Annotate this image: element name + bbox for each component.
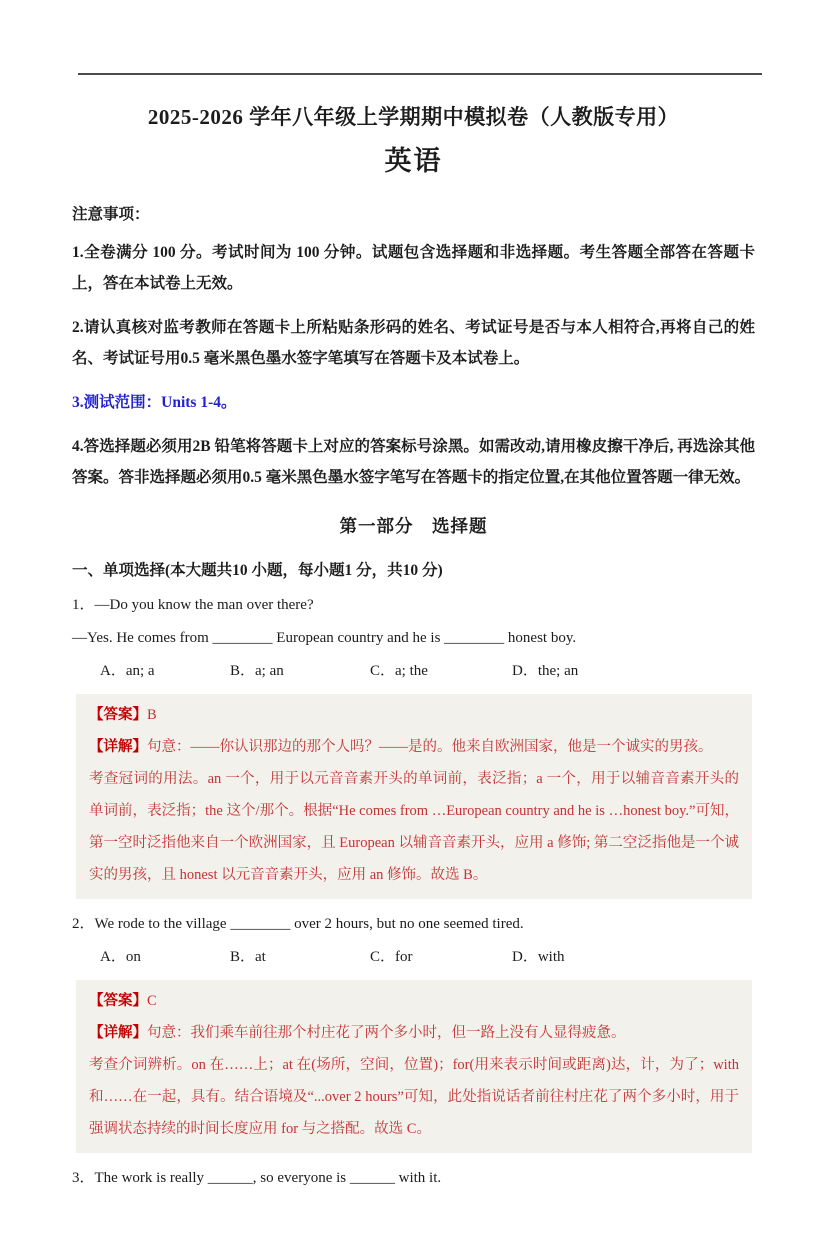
- section-heading-part1: 第一部分 选择题: [339, 516, 488, 536]
- question-2-options: [72, 945, 755, 969]
- question-2-answer-value: C: [147, 993, 157, 1009]
- header-rule: [78, 73, 762, 75]
- question-1-answer-block: [76, 694, 752, 899]
- question-2-option-a: A．on: [100, 949, 141, 965]
- subject-title: 英语: [384, 146, 443, 176]
- page-content: [0, 73, 827, 1190]
- question-1-answer-line: [89, 699, 739, 731]
- notice-item-4: 4.答选择题必须用2B 铅笔将答题卡上对应的答案标号涂黑。如需改动,请用橡皮擦干净后, 再选涂其他答案。答非选择题必须用0.5 毫米黑色墨水签字笔写在答题卡的指定位置,在其他位置答题一律无效。: [72, 438, 755, 486]
- question-1-option-d: D．the; an: [512, 663, 579, 679]
- question-1-answer-value: B: [147, 707, 157, 723]
- question-1-options: [72, 659, 755, 683]
- question-1-option-b: B．a; an: [230, 663, 284, 679]
- notice-item-2: 2.请认真核对监考教师在答题卡上所粘贴条形码的姓名、考试证号是否与本人相符合,再将自己的姓名、考试证号用0.5 毫米黑色墨水签字笔填写在答题卡及本试卷上。: [72, 319, 755, 367]
- question-2-detail-meaning: 句意：我们乘车前往那个村庄花了两个多小时，但一路上没有人显得疲惫。: [147, 1025, 626, 1041]
- question-3-stem-line1: 3．The work is really ______, so everyone is ______ with it.: [72, 1170, 442, 1186]
- question-2-option-d: D．with: [512, 949, 565, 965]
- notice-heading: 注意事项：: [72, 206, 150, 223]
- question-1-detail-line: [89, 731, 739, 763]
- question-1-option-a: A．an; a: [100, 663, 155, 679]
- question-2-answer-block: [76, 980, 752, 1153]
- question-1-detail-analysis: 考查冠词的用法。an 一个，用于以元音音素开头的单词前，表泛指；a 一个，用于以辅音音素开头的单词前，表泛指；the 这个/那个。根据“He comes from …European country and he is …honest boy.”可知，第一空时泛指他来自一个欧洲国家，且 European 以辅音音素开头，应用 a 修饰; 第二空泛指他是一个诚实的男孩，且 honest 以元音音素开头，应用 an 修饰。故选 B。: [89, 771, 739, 883]
- question-1-stem-line2: —Yes. He comes from ________ European country and he is ________ honest boy.: [72, 630, 577, 646]
- notice-item-3-test-range: 3.测试范围：Units 1-4。: [72, 394, 237, 411]
- answer-label: 【答案】: [89, 993, 147, 1009]
- question-1-stem-line1: 1．—Do you know the man over there?: [72, 597, 314, 613]
- detail-label: 【详解】: [89, 1025, 147, 1041]
- exam-paper-page: [0, 73, 827, 1242]
- question-2-detail-analysis: 考查介词辨析。on 在……上；at 在(场所，空间，位置)；for(用来表示时间或距离)达，计，为了；with 和……在一起，具有。结合语境及“...over 2 hours”可知，此处指说话者前往村庄花了两个多小时，用于强调状态持续的时间长度应用 for 与之搭配。故选 C。: [89, 1057, 739, 1137]
- answer-label: 【答案】: [89, 707, 147, 723]
- part1-heading: 一、单项选择(本大题共10 小题，每小题1 分，共10 分): [72, 562, 443, 579]
- question-2-option-c: C．for: [370, 949, 413, 965]
- notice-item-1: 1.全卷满分 100 分。考试时间为 100 分钟。试题包含选择题和非选择题。考生答题全部答在答题卡上，答在本试卷上无效。: [72, 244, 755, 292]
- question-1-option-c: C．a; the: [370, 663, 428, 679]
- question-2-option-b: B．at: [230, 949, 266, 965]
- question-2-stem-line1: 2．We rode to the village ________ over 2 hours, but no one seemed tired.: [72, 916, 524, 932]
- detail-label: 【详解】: [89, 739, 147, 755]
- exam-title: 2025-2026 学年八年级上学期期中模拟卷（人教版专用）: [147, 105, 680, 129]
- question-2-answer-line: [89, 985, 739, 1017]
- question-1-detail-meaning: 句意：——你认识那边的那个人吗？——是的。他来自欧洲国家，他是一个诚实的男孩。: [147, 739, 713, 755]
- question-2-detail-line: [89, 1017, 739, 1049]
